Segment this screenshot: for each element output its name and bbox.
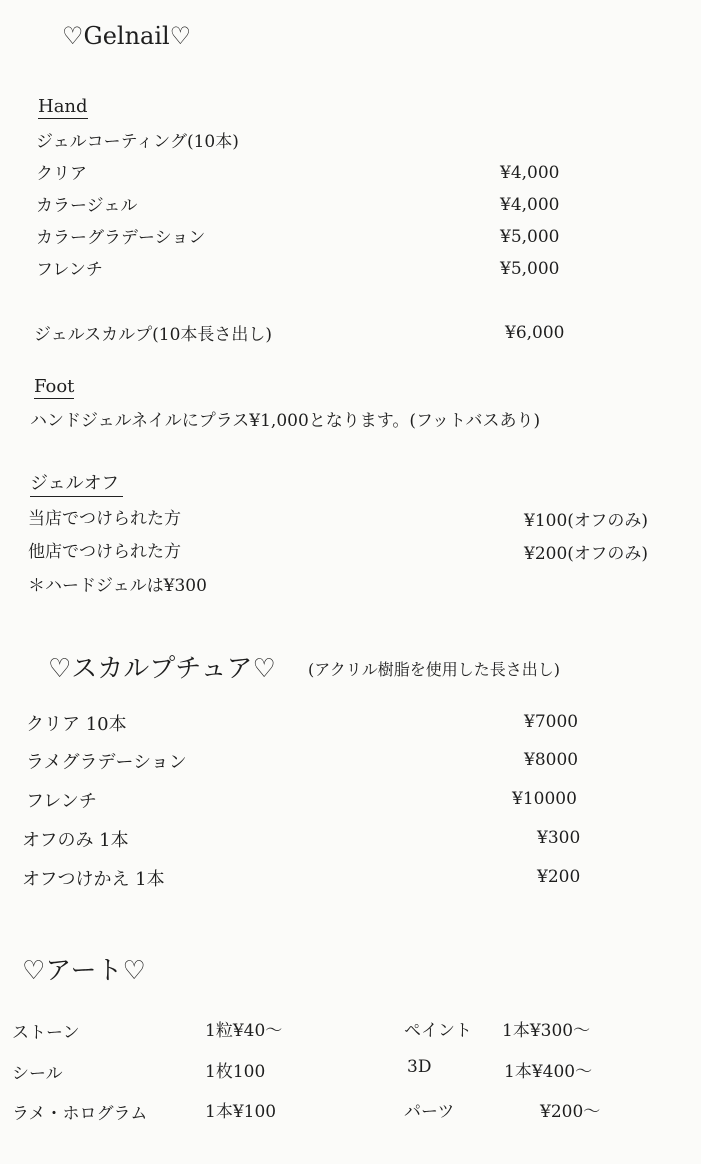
sculpture-item-price: ¥300 — [537, 828, 581, 848]
geloff-item-price: ¥200(オフのみ) — [524, 544, 649, 564]
geloff-note: ＊ハードジェルは¥300 — [28, 576, 207, 596]
hand-item-name: カラージェル — [36, 196, 138, 216]
geloff-header: ジェルオフ — [30, 469, 123, 497]
hand-item-price: ¥4,000 — [500, 195, 560, 215]
hand-intro: ジェルコーティング(10本) — [36, 132, 239, 152]
sculpture-item-name: オフつけかえ 1本 — [22, 869, 165, 890]
sculpture-item-price: ¥7000 — [524, 712, 579, 732]
art-item-name: パーツ — [404, 1102, 455, 1122]
art-item-name: ペイント — [404, 1021, 472, 1041]
art-item-price: 1本¥400〜 — [504, 1062, 593, 1082]
sculpture-item-name: フレンチ — [26, 791, 97, 812]
hand-header: Hand — [38, 96, 88, 117]
art-item-price: 1本¥100 — [205, 1102, 277, 1122]
art-item-name: シール — [12, 1064, 63, 1084]
art-title: ♡アート♡ — [22, 956, 146, 986]
hand-item-name: カラーグラデーション — [36, 228, 206, 248]
sculpture-title: ♡スカルプチュア♡ — [48, 654, 276, 684]
hand-item-price: ¥4,000 — [500, 163, 560, 183]
geloff-item-name: 他店でつけられた方 — [28, 542, 181, 562]
hand-item-name: フレンチ — [36, 260, 103, 280]
gel-sculpt-name: ジェルスカルプ(10本長さ出し) — [34, 325, 273, 345]
sculpture-item-name: クリア 10本 — [26, 714, 127, 735]
sculpture-subtitle: (アクリル樹脂を使用した長さ出し) — [308, 660, 561, 679]
art-item-name: ストーン — [12, 1023, 80, 1043]
art-item-name: 3D — [407, 1057, 432, 1077]
gel-sculpt-price: ¥6,000 — [505, 323, 565, 343]
page-title: ♡Gelnail♡ — [62, 22, 192, 50]
art-item-price: ¥200〜 — [540, 1102, 601, 1122]
foot-header: Foot — [34, 376, 75, 397]
hand-item-name: クリア — [36, 164, 87, 184]
sculpture-item-name: ラメグラデーション — [26, 752, 187, 773]
sculpture-item-price: ¥8000 — [524, 750, 579, 770]
geloff-item-name: 当店でつけられた方 — [28, 509, 181, 529]
sculpture-item-name: オフのみ 1本 — [22, 830, 129, 851]
sculpture-item-price: ¥200 — [537, 867, 581, 887]
hand-item-price: ¥5,000 — [500, 259, 560, 279]
art-item-price: 1粒¥40〜 — [205, 1021, 283, 1041]
foot-note: ハンドジェルネイルにプラス¥1,000となります。(フットバスあり) — [30, 411, 541, 431]
art-item-price: 1本¥300〜 — [502, 1021, 591, 1041]
art-item-price: 1枚100 — [205, 1062, 266, 1082]
hand-item-price: ¥5,000 — [500, 227, 560, 247]
sculpture-item-price: ¥10000 — [512, 789, 577, 809]
geloff-item-price: ¥100(オフのみ) — [524, 511, 649, 531]
art-item-name: ラメ・ホログラム — [12, 1104, 148, 1124]
